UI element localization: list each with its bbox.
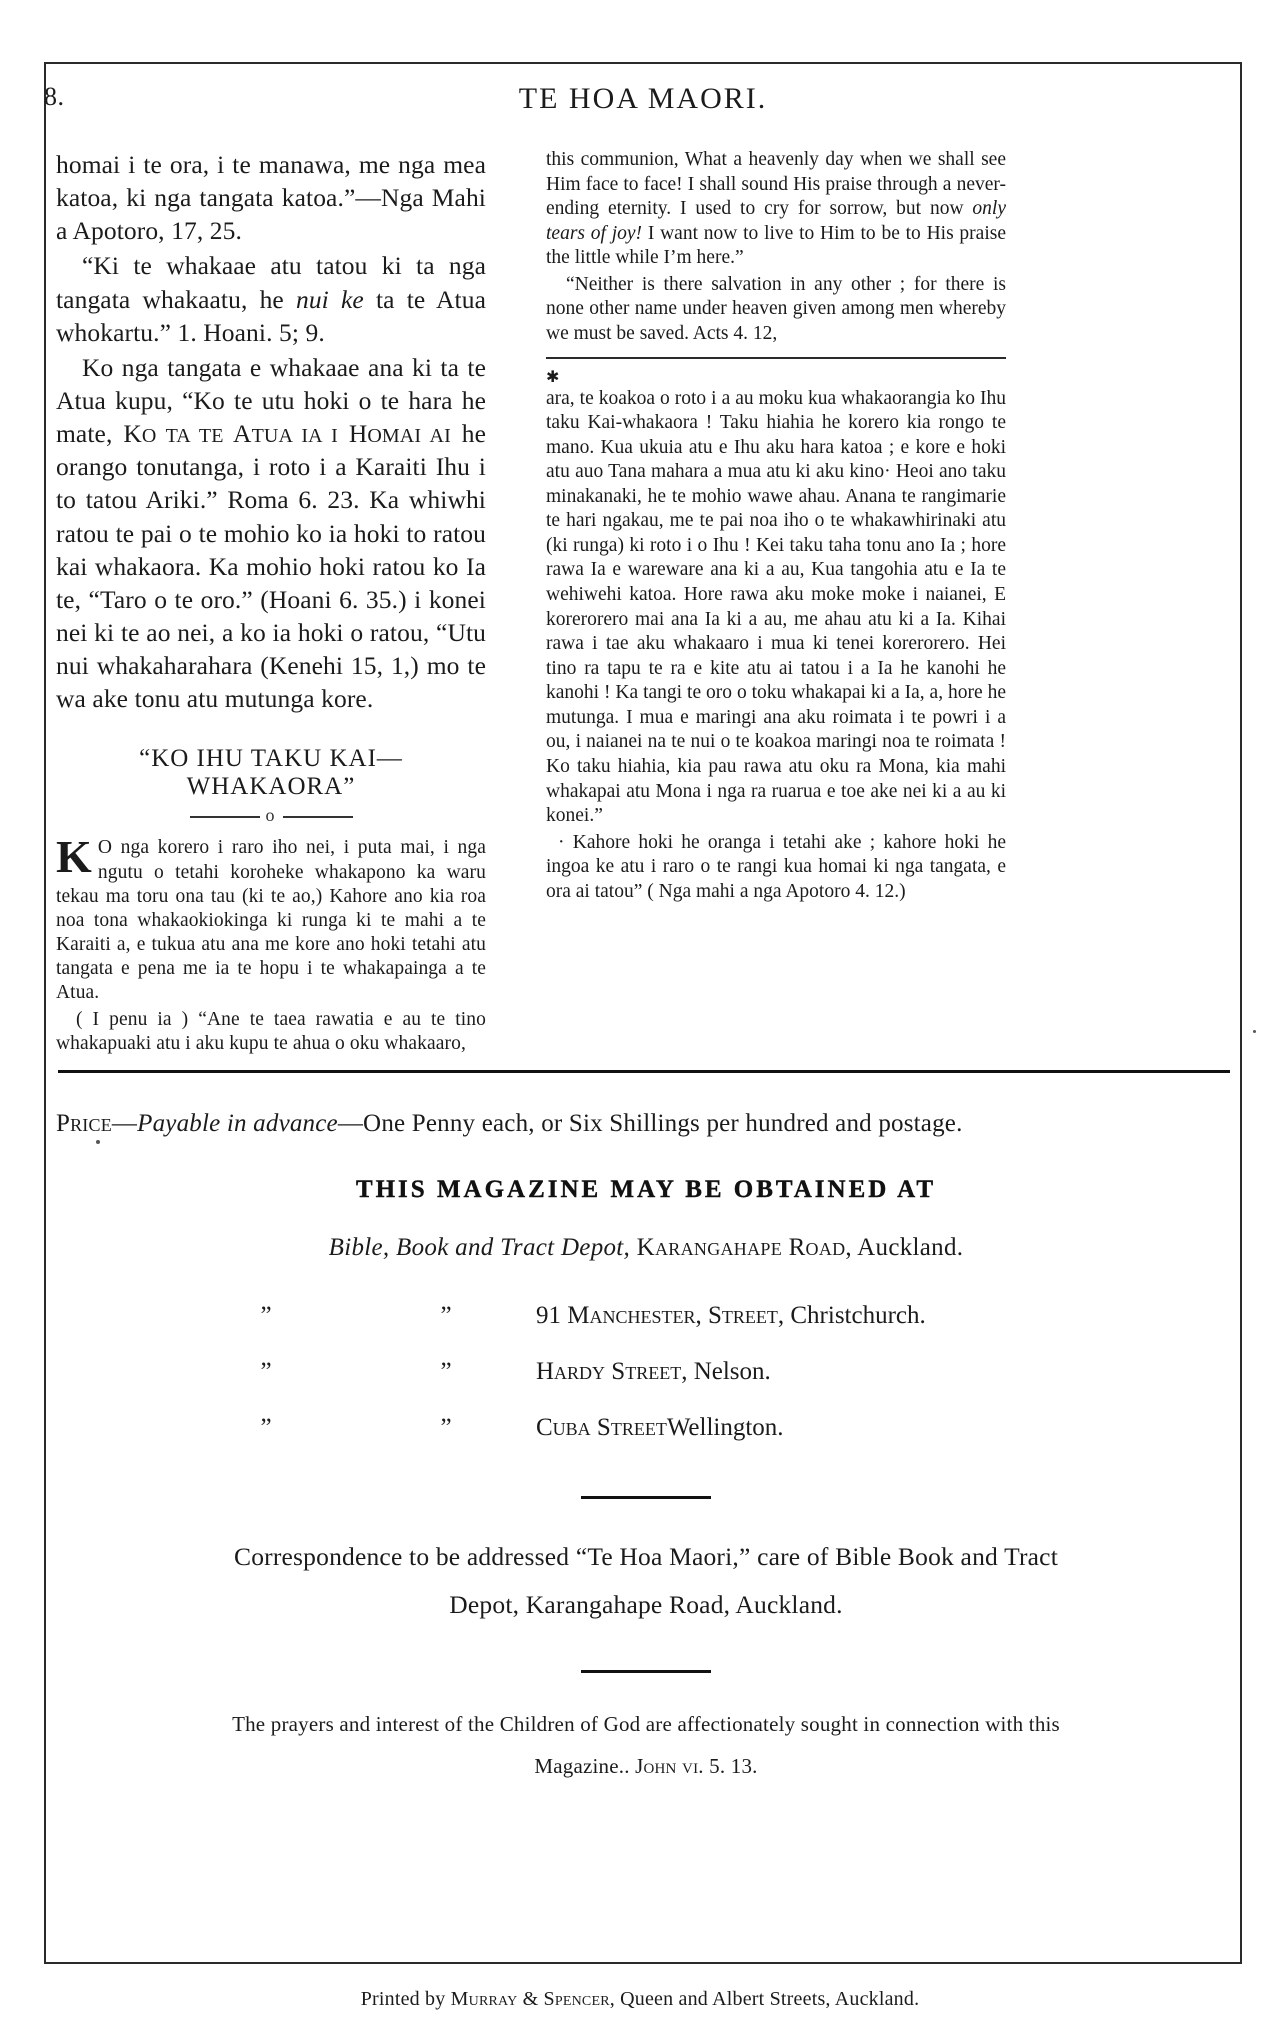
column-divider-rule <box>546 357 1006 359</box>
address-street: Hardy Street, <box>536 1358 688 1385</box>
page-border-right <box>1240 62 1242 1962</box>
address-number: 91 <box>536 1302 568 1329</box>
ornament-rule <box>56 805 486 826</box>
ditto-mark: ” <box>260 1302 272 1329</box>
obtained-heading: THIS MAGAZINE MAY BE OBTAINED AT <box>355 1176 937 1203</box>
address-cell <box>536 1344 1116 1400</box>
table-row <box>176 1344 1116 1400</box>
section-divider <box>58 1070 1230 1073</box>
address-city: Wellington. <box>666 1414 784 1441</box>
paragraph: “Neither is there salvation in any other ; for there is none other name under heaven given among men whereby we must be saved. Acts 4. 12, <box>546 273 1006 344</box>
paragraph: this communion, What a heavenly day when we shall see Him face to face! I shall sound His praise through a never-ending eternity. I used to cry for sorrow, but now only tears of joy! I want now to live to Him to be to His praise the little while I’m here.” <box>546 149 1006 269</box>
address-cell <box>536 1288 1116 1344</box>
paragraph: · Kahore hoki he oranga i tetahi ake ; kahore hoki he ingoa ke atu i raro o te rangi kua homai ki nga tangata, e ora ai tatou” ( Nga mahi a nga Apotoro 4. 12.) <box>546 831 1006 902</box>
scan-speck <box>96 1140 100 1144</box>
paragraph: homai i te ora, i te manawa, me nga mea katoa, ki nga tangata katoa.”—Nga Mahi a Apotoro, 17, 25. <box>56 150 486 246</box>
magazine-word: Magazine.. <box>534 1753 630 1778</box>
address-street: Cuba Street <box>536 1414 667 1441</box>
imprint-suffix: , Queen and Albert Streets, Auckland. <box>609 1988 920 2010</box>
imprint-prefix: Printed by <box>360 1988 451 2010</box>
page-border-left <box>44 62 46 1962</box>
paragraph: K O nga korero i raro iho nei, i puta mai, i nga ngutu o tetahi koroheke whakapono ka waru tekau ma toru ona tau (ki te ao,) Kahore ano kia roa noa tona whakaokiokinga ki runga ki te mahi a te Karaiti a, e tukua atu ana me kore ano hoki tetahi atu tangata e pena me ia te hopu i te whakapainga a te Atua. <box>56 831 486 1004</box>
ditto-mark: ” <box>440 1302 452 1329</box>
address-table <box>176 1288 1116 1456</box>
right-column <box>546 148 1006 906</box>
printer-imprint <box>0 1988 1280 2011</box>
prayer-line: The prayers and interest of the Children of God are affectionately sought in connection with this <box>232 1711 1060 1736</box>
running-title: TE HOA MAORI. <box>518 82 768 115</box>
ditto-mark: ” <box>440 1414 452 1441</box>
paragraph: ara, te koakoa o roto i a au moku kua whakaorangia ko Ihu taku Kai-whakaora ! Taku hiahia he korero kia rongo te mano. Kua ukuia atu e Ihu aku hara katoa ; e kore e hoki atu auo Tana mahara a mua atu ki aku kino· Heoi ano taku minakanaki, he te mohio wawe ahau. Anana te rangimarie te hari ngakau, me te pai noa iho o te whakawhirinaki atu (ki runga) ki roto i o Ihu ! Kei taku taha tonu ano Ia ; hore rawa Ia e wareware ana ki a au, Kua tangohia atu e Ia te wehiwehi katoa. Hore rawa aku moke moke i naianei, E korerorero mai ana Ia ki a au, me ahau atu ki a Ia. Kihai rawa i tae aku whakaaro i mua ki tenei korerorero. Hei tino ra tapu te ra e kite atu ai tatou i a Ia he kanohi he kanohi ! Ka tangi te oro o toku whakapai ki a Ia, a, hore he mutunga. I mua e maringi ana aku roimata i te powri i a ou, i naianei na te nui o te koakoa maringi noa te roimata ! Ko taku hiahia, kia pau rawa atu oku ra Mona, kia mahi whakapai atu Mona i nga ra ruarua e toe ake nei ki a au ki konei.” <box>546 387 1006 827</box>
scripture-reference: John vi. 5. 13. <box>635 1753 758 1778</box>
depot-name: Bible, Book and Tract Depot, <box>328 1234 631 1261</box>
price-italic: Payable in advance <box>137 1110 338 1137</box>
price-label: Price— <box>56 1110 138 1137</box>
address-city: Nelson. <box>693 1358 771 1385</box>
correspondence-line: Depot, Karangahape Road, Auckland. <box>449 1590 843 1620</box>
asterisk-mark: ✱ <box>546 368 560 386</box>
prayer-line <box>56 1745 1236 1787</box>
address-street: Manchester, Street, <box>567 1302 785 1329</box>
address-city: Christchurch. <box>790 1302 926 1329</box>
ditto-mark: ” <box>440 1358 452 1385</box>
ornament-glyph: o <box>265 805 277 826</box>
ditto-mark: ” <box>260 1414 272 1441</box>
prayer-block <box>56 1703 1236 1787</box>
scan-speck <box>1253 1030 1256 1033</box>
short-divider <box>581 1670 711 1673</box>
page-header <box>44 82 1242 126</box>
page-border-bottom <box>44 1962 1242 1964</box>
paragraph: “Ki te whakaae atu tatou ki ta nga tangata whakaatu, he nui ke ta te Atua whokartu.” 1. Hoani. 5; 9. <box>56 251 486 347</box>
paragraph: Ko nga tangata e whakaae ana ki ta te Atua kupu, “Ko te utu hoki o te hara he mate, KO TA TE ATUA IA I HOMAI AI he orango tonutanga, i roto i a Karaiti Ihu i to tatou Ariki.” Roma 6. 23. Ka whiwhi ratou te pai o te mohio ko ia hoki to ratou kai whakaora. Ka mohio hoki ratou ko Ia te, “Taro o te oro.” (Hoani 6. 35.) i konei nei ki te ao nei, a ko ia hoki o ratou, “Utu nui whakaharahara (Kenehi 15, 1,) mo te wa ake tonu atu mutunga kore. <box>56 352 487 714</box>
article-subheading: “KO IHU TAKU KAI—WHAKAORA” <box>139 745 403 801</box>
correspondence-line: Correspondence to be addressed “Te Hoa Maori,” care of Bible Book and Tract <box>233 1542 1058 1571</box>
price-line <box>56 1110 1236 1138</box>
page-border-top <box>44 62 1242 64</box>
table-row <box>176 1288 1116 1344</box>
depot-city: Auckland. <box>857 1234 964 1261</box>
footer-section <box>56 1100 1236 1787</box>
correspondence-block <box>56 1533 1236 1630</box>
drop-cap: K <box>56 831 92 883</box>
page-number: 8. <box>44 82 65 111</box>
printer-name: Murray & Spencer <box>450 1988 610 2010</box>
left-column <box>56 148 486 1058</box>
price-rest: —One Penny each, or Six Shillings per hundred and postage. <box>337 1110 963 1137</box>
paragraph: ( I penu ia ) “Ane te taea rawatia e au te tino whakapuaki atu i aku kupu te ahua o oku whakaaro, <box>56 1008 486 1054</box>
depot-street: Karangahape Road, <box>636 1234 852 1261</box>
depot-line <box>56 1234 1236 1262</box>
address-cell <box>536 1400 1116 1456</box>
table-row <box>176 1400 1116 1456</box>
short-divider <box>581 1496 711 1499</box>
ditto-mark: ” <box>260 1358 272 1385</box>
